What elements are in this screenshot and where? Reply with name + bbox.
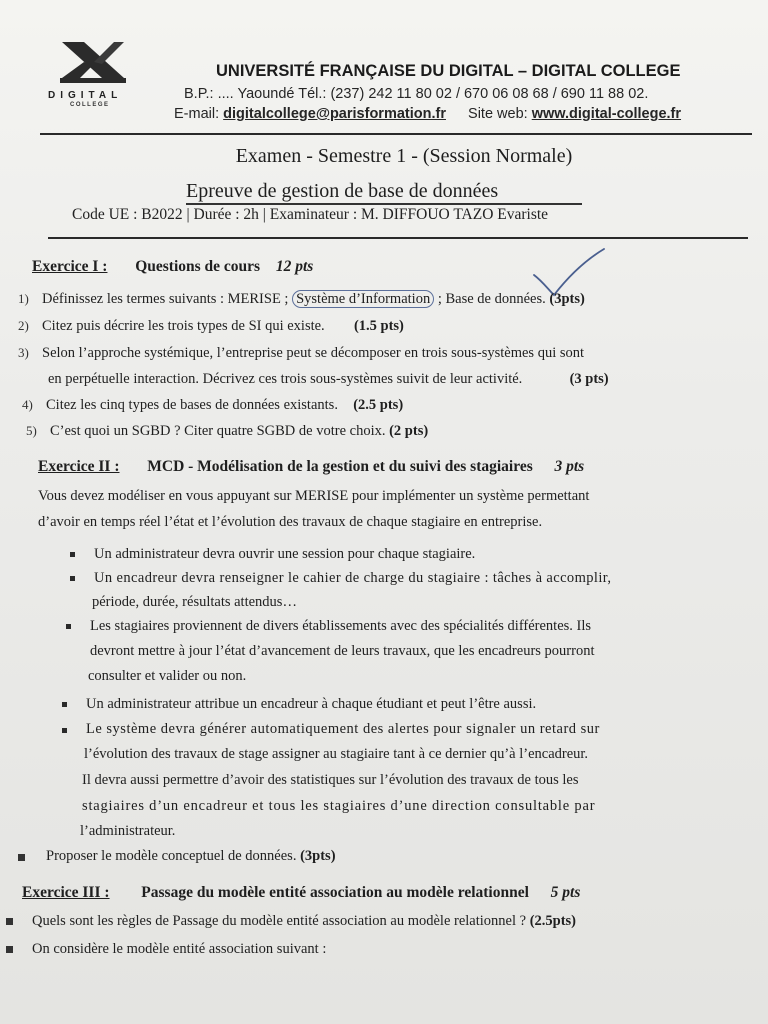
x-logo-icon [58,38,128,88]
ex2-bullet-2-cont: période, durée, résultats attendus… [92,594,297,610]
header-divider [40,133,752,135]
ex1-title: Questions de cours [135,258,261,275]
ex1-question-1 [18,291,585,308]
exam-subject: Epreuve de gestion de base de données [186,180,499,202]
question-text: Citez puis décrire les trois types de SI qui existe. [42,318,325,334]
question-number: 4) [22,397,33,412]
question-text: Citez les cinq types de bases de données existants. [46,397,338,413]
logo-brand-sub: COLLEGE [70,102,110,108]
ex3-label: Exercice III : [22,884,110,901]
ex2-points: 3 pts [554,458,585,475]
ex2-intro-2: d’avoir en temps réel l’état et l’évolution des travaux de chaque stagiaire en entreprise. [38,514,543,530]
circled-term: Système d’Information [292,290,434,308]
ex2-bullet-5-cont-1: l’évolution des travaux de stage assigner au stagiaire tant à ce dernier qu’à l’encadreur. [84,746,589,762]
ex1-heading [32,258,313,276]
ex2-bullet-2: Un encadreur devra renseigner le cahier de charge du stagiaire : tâches à accomplir, [94,570,612,586]
ex2-bullet-5-cont-4: l’administrateur. [80,823,176,839]
ex2-intro-1: Vous devez modéliser en vous appuyant sur MERISE pour implémenter un système permettant [38,488,590,504]
ex3-heading [22,884,580,902]
question-text: Selon l’approche systémique, l’entreprise peut se décomposer en trois sous-systèmes qui sont [42,345,585,361]
question-points: (3pts) [549,291,585,307]
question-text-cont: en perpétuelle interaction. Décrivez ces trois sous-systèmes suivit de leur activité. [48,371,523,387]
bullet-marker [18,854,25,861]
ex2-bullet-3-cont-1: devront mettre à jour l’état d’avancement de leurs travaux, que les encadreurs pourront [90,643,595,659]
question-number: 1) [18,291,29,306]
question-text: C’est quoi un SGBD ? Citer quatre SGBD de votre choix. [50,423,386,439]
ex3-question-2: On considère le modèle entité association suivant : [32,941,327,957]
ex2-bullet-5: Le système devra générer automatiquement des alertes pour signaler un retard sur [86,721,600,737]
question-points: (1.5 pts) [353,318,404,334]
ex2-bullet-3: Les stagiaires proviennent de divers établissements avec des spécialités différentes. Ils [90,618,592,634]
ex1-question-3 [18,345,584,362]
bullet-marker [6,946,13,953]
ex2-label: Exercice II : [38,458,120,475]
bullet-marker [70,552,75,557]
question-text: Quels sont les règles de Passage du modèle entité association au modèle relationnel ? [32,913,527,929]
contact-email-web [174,106,681,122]
ex2-bullet-1: Un administrateur devra ouvrir une session pour chaque stagiaire. [94,546,476,562]
bullet-marker [70,576,75,581]
question-number: 3) [18,345,29,360]
exam-subject-underline [186,203,582,205]
bullet-marker [66,624,71,629]
question-text-end: ; Base de données. [434,291,546,307]
task-points: (3pts) [300,848,336,864]
bullet-marker [62,702,67,707]
task-text: Proposer le modèle conceptuel de données. [46,848,297,864]
ex2-bullet-4: Un administrateur attribue un encadreur à chaque étudiant et peut l’être aussi. [86,696,537,712]
college-logo [40,38,150,118]
ex2-bullet-5-cont-3: stagiaires d’un encadreur et tous les stagiaires d’une direction consultable par [82,798,596,814]
ex1-question-4 [22,397,403,414]
ex1-question-2 [18,318,404,335]
ex2-bullet-5-cont-2: Il devra aussi permettre d’avoir des statistiques sur l’évolution des travaux de tous les [82,772,579,788]
bullet-marker [62,728,67,733]
ex3-title: Passage du modèle entité association au modèle relationnel [141,884,529,901]
website-link[interactable]: www.digital-college.fr [531,106,682,122]
ex2-bullet-3-cont-2: consulter et valider ou non. [88,668,247,684]
ex1-label: Exercice I : [32,258,108,275]
ex3-points: 5 pts [550,884,581,901]
ex2-task [46,848,336,865]
ex3-question-1 [32,913,576,930]
contact-line: B.P.: .... Yaoundé Tél.: (237) 242 11 80 02 / 670 06 08 68 / 690 11 88 02. [184,86,649,102]
question-text: Définissez les termes suivants : MERISE ; [42,291,293,307]
logo-brand-word: DIGITAL [48,90,123,101]
ex1-points: 12 pts [275,258,314,275]
ex1-question-3-cont [48,371,609,388]
question-points: (3 pts) [569,371,609,387]
website-label: Site web: [468,106,528,122]
university-name: UNIVERSITÉ FRANÇAISE DU DIGITAL – DIGITAL COLLEGE [216,62,681,80]
email-link[interactable]: digitalcollege@parisformation.fr [223,106,446,122]
exam-code-line: Code UE : B2022 | Durée : 2h | Examinateur : M. DIFFOUO TAZO Evariste [72,206,549,223]
question-number: 5) [26,423,37,438]
bullet-marker [6,918,13,925]
ex1-question-5 [26,423,428,440]
exam-title: Examen - Semestre 1 - (Session Normale) [235,145,573,167]
question-points: (2.5 pts) [353,397,404,413]
title-divider [48,237,748,239]
question-points: (2 pts) [389,423,429,439]
email-label: E-mail: [174,106,220,122]
ex2-heading [38,458,584,476]
ex2-title: MCD - Modélisation de la gestion et du suivi des stagiaires [147,458,533,475]
question-number: 2) [18,318,29,333]
question-points: (2.5pts) [529,913,577,929]
